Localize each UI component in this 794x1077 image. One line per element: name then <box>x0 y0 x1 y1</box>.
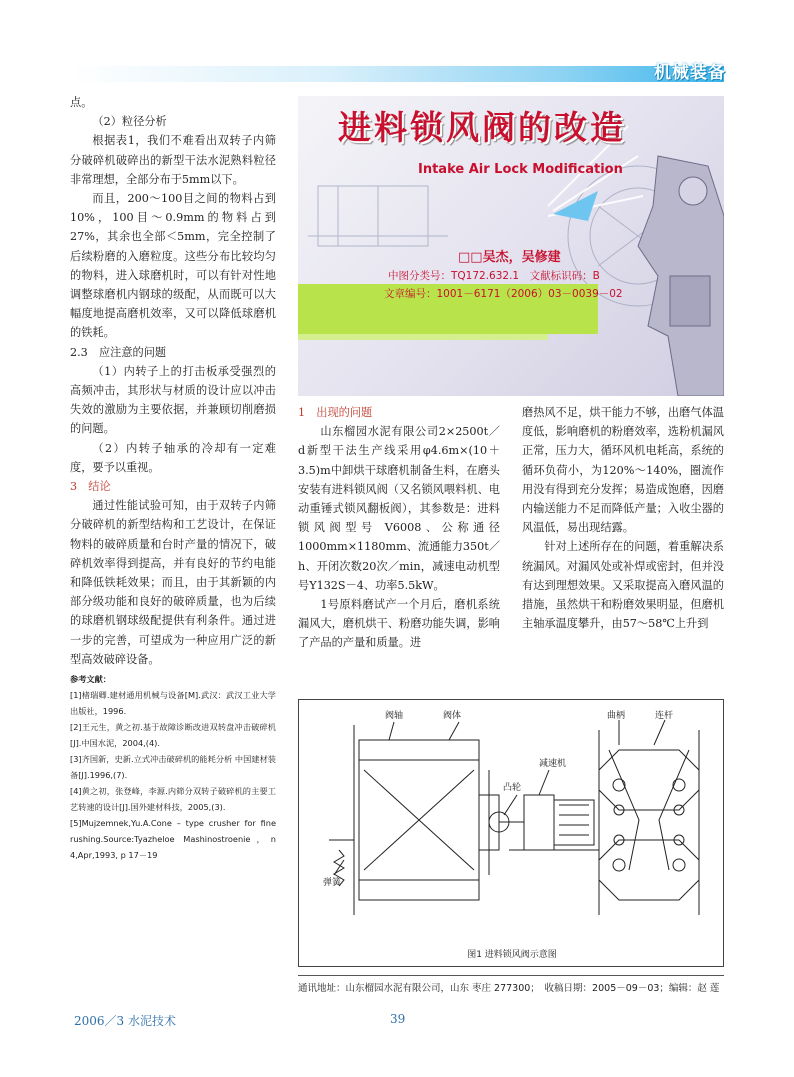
header-bar <box>70 66 724 82</box>
references <box>70 671 276 863</box>
label-valve-shaft: 阀轴 <box>385 711 404 721</box>
label-crank: 曲柄 <box>607 711 626 721</box>
left-paragraphs <box>70 93 276 669</box>
title-banner <box>298 96 724 396</box>
article-number: 文章编号：1001－6171（2006）03－0039－02 <box>384 288 623 300</box>
left-paragraph: 通过性能试验可知，由于双转子内筛分破碎机的新型结构和工艺设计，在保证物料的破碎质量和台时产量的情况下，破碎机效率得到提高，并有良好的节约电能和降低铁耗效果；而且，由于其新颖的内部分级功能和良好的破碎质量，也为后续的球磨机钢球级配提供有利条件。通过进一步的完善，可望成为一种应用广泛的新型高效破碎设备。 <box>70 499 276 666</box>
left-paragraph: （2）内转子轴承的冷却有一定难度，要予以重视。 <box>70 441 276 474</box>
article-title-en: Intake Air Lock Modification <box>418 162 623 177</box>
label-valve-body: 阀体 <box>443 711 462 721</box>
footer-divider <box>298 975 724 976</box>
references-title: 参考文献： <box>70 674 111 685</box>
reference-item: [1]楮瑞卿.建材通用机械与设备[M].武汉：武汉工业大学出版社，1996. <box>70 690 276 717</box>
reference-item: [3]齐国新，史新.立式冲击破碎机的能耗分析 中国建材装备[J].1996,(7). <box>70 754 276 781</box>
reference-item: [5]Mujzemnek,Yu.A.Cone – type crusher for fine rushing.Source:Tyazheloe Mashinostroenie，n 4,Apr,1993, p 17－19 <box>70 818 276 861</box>
body-paragraph: 山东榴园水泥有限公司2×2500t／d新型干法生产线采用φ4.6m×(10＋3.5)m中卸烘干球磨机制备生料，在磨头安装有进料锁风阀（又名锁风喂料机、电动重锤式锁风翻板阀），其参数是：进料锁风阀型号 V6008、公称通径 1000mm×1180mm、流通能力350t／h、开闭次数20次／min，减速电动机型号Y132S－4、功率5.5kW。 <box>298 425 500 592</box>
reference-list <box>70 687 276 863</box>
footer-info: 通讯地址：山东榴园水泥有限公司，山东 枣庄 277300； 收稿日期：2005－09－03；编辑：赵 莲 <box>298 983 720 994</box>
left-paragraph: 根据表1，我们不难看出双转子内筛分破碎机破碎出的新型干法水泥熟料粒径非常理想，全部分布于5mm以下。 <box>70 134 276 186</box>
class-number: 中图分类号：TQ172.632.1 文献标识码：B <box>388 270 600 282</box>
col-a-paragraphs <box>298 422 500 652</box>
right-column-b <box>522 403 724 633</box>
label-cam: 凸轮 <box>503 783 522 793</box>
reference-item: [4]黄之初，张登峰，李源.内筛分双转子破碎机的主要工艺转速的设计[J].国外建材科技，2005,(3). <box>70 786 276 813</box>
left-paragraph: 3 结论 <box>70 480 111 494</box>
authors: □□吴杰，吴修建 <box>458 250 561 265</box>
figure-box <box>298 699 724 967</box>
left-paragraph: 点。 <box>70 96 93 109</box>
left-paragraph: （2）粒径分析 <box>92 115 167 129</box>
label-reducer: 减速机 <box>539 759 567 769</box>
journal-issue: 2006／3 水泥技术 <box>74 1014 176 1028</box>
label-spring: 弹簧 <box>323 878 342 888</box>
right-column-a <box>298 403 500 653</box>
problem-heading: 1 出现的问题 <box>298 406 373 419</box>
section-title: 机械装备 <box>654 63 726 83</box>
left-paragraph: （1）内转子上的打击板承受强烈的高频冲击，其形状与材质的设计应以冲击失效的激励为主要依据，并兼顾切削磨损的问题。 <box>70 364 276 436</box>
page-number: 39 <box>390 1012 406 1026</box>
body-paragraph: 1号原料磨试产一个月后，磨机系统漏风大，磨机烘干、粉磨功能失调，影响了产品的产量和质量。进 <box>298 598 500 650</box>
figure-drawing <box>299 700 723 940</box>
body-paragraph: 针对上述所存在的问题，着重解决系统漏风。对漏风处或补焊或密封，但并没有达到理想效果。又采取提高入磨风温的措施，虽然烘干和粉磨效果明显，但磨机主轴承温度攀升，由57～58℃上升到 <box>522 540 724 631</box>
left-paragraph: 而且，200～100目之间的物料占到10%，100目～0.9mm的物料占到27%，其余也全部＜5mm，完全控制了后续粉磨的入磨粒度。这些分布比较均匀的物料，进入球磨机时，可以有针对性地调整球磨机内钢球的级配，从而既可以大幅度地提高磨机效率，又可以降低球磨机的铁耗。 <box>70 192 276 340</box>
label-link: 连杆 <box>655 711 674 721</box>
reference-item: [2]王元生，黄之初.基于故障诊断改进双转盘冲击破碎机[J].中国水泥，2004,(4). <box>70 722 276 749</box>
body-paragraph: 磨热风不足，烘干能力不够，出磨气体温度低，影响磨机的粉磨效率，选粉机漏风正常，压力大，循环风机电耗高，系统的循环负荷小，为120%～140%，圈流作用没有得到充分发挥；易造成饱磨，因磨内输送能力不足而降低产量；入收尘器的风温低，易出现结露。 <box>522 406 724 535</box>
figure-caption: 图1 进料锁风阀示意图 <box>467 950 557 960</box>
left-paragraph: 2.3 应注意的问题 <box>70 345 167 359</box>
left-column <box>70 93 276 863</box>
article-title: 进料锁风阀的改造 <box>338 108 626 147</box>
col-b-paragraphs <box>522 403 724 633</box>
